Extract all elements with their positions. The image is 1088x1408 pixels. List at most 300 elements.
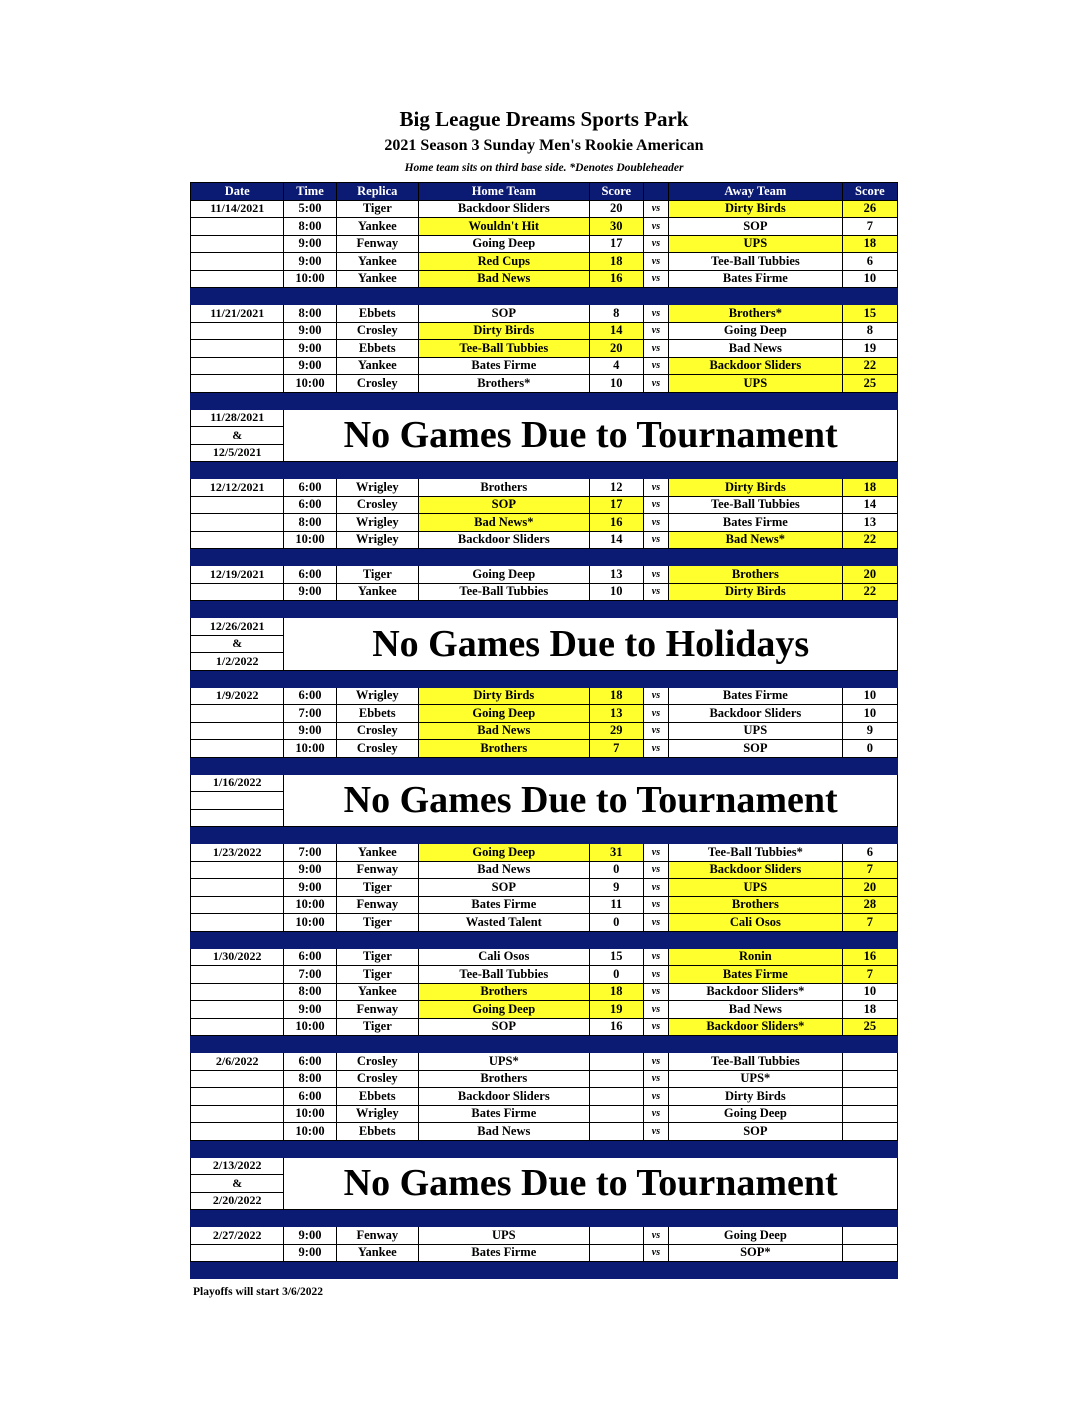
home-team: SOP	[418, 305, 589, 323]
separator-cell	[191, 757, 284, 774]
away-score: 6	[842, 253, 897, 271]
separator-row	[191, 931, 898, 948]
away-team: Dirty Birds	[668, 200, 842, 218]
away-team: UPS	[668, 879, 842, 897]
no-games-date	[191, 809, 284, 827]
separator-cell	[284, 601, 336, 618]
game-date	[191, 983, 284, 1001]
game-replica: Fenway	[336, 861, 418, 879]
game-replica: Crosley	[336, 740, 418, 758]
home-score: 16	[589, 270, 643, 288]
home-score: 0	[589, 966, 643, 984]
home-score: 18	[589, 983, 643, 1001]
away-score: 8	[842, 322, 897, 340]
no-games-date: &	[191, 1175, 284, 1193]
separator-cell	[336, 670, 418, 687]
separator-cell	[589, 392, 643, 409]
game-time: 6:00	[284, 1088, 336, 1106]
game-time: 8:00	[284, 514, 336, 532]
game-row	[191, 305, 898, 323]
game-time: 10:00	[284, 914, 336, 932]
home-score: 10	[589, 375, 643, 393]
schedule-table	[190, 182, 898, 1279]
separator-cell	[191, 670, 284, 687]
separator-cell	[668, 288, 842, 305]
separator-cell	[589, 288, 643, 305]
vs-label: vs	[643, 966, 668, 984]
separator-cell	[643, 392, 668, 409]
separator-row	[191, 549, 898, 566]
vs-label: vs	[643, 357, 668, 375]
no-games-row	[191, 774, 898, 792]
separator-cell	[643, 288, 668, 305]
away-team: UPS	[668, 235, 842, 253]
home-score: 14	[589, 322, 643, 340]
game-time: 10:00	[284, 375, 336, 393]
separator-cell	[842, 931, 897, 948]
game-time: 6:00	[284, 566, 336, 584]
game-replica: Yankee	[336, 270, 418, 288]
game-row	[191, 1105, 898, 1123]
page-subtitle: 2021 Season 3 Sunday Men's Rookie American	[384, 137, 704, 154]
vs-label: vs	[643, 305, 668, 323]
home-team: Brothers	[418, 1070, 589, 1088]
separator-cell	[589, 670, 643, 687]
game-time: 9:00	[284, 1244, 336, 1262]
col-away-score: Score	[842, 183, 897, 201]
away-score	[842, 1088, 897, 1106]
game-date	[191, 270, 284, 288]
away-team: Backdoor Sliders*	[668, 983, 842, 1001]
away-team: SOP*	[668, 1244, 842, 1262]
away-team: Tee-Ball Tubbies*	[668, 844, 842, 862]
game-replica: Yankee	[336, 844, 418, 862]
away-team: Backdoor Sliders	[668, 705, 842, 723]
game-replica: Wrigley	[336, 687, 418, 705]
separator-cell	[589, 1210, 643, 1227]
game-row	[191, 722, 898, 740]
game-time: 9:00	[284, 722, 336, 740]
game-replica: Crosley	[336, 322, 418, 340]
away-score: 26	[842, 200, 897, 218]
home-team: Going Deep	[418, 705, 589, 723]
game-date	[191, 966, 284, 984]
game-time: 9:00	[284, 322, 336, 340]
home-team: Bad News*	[418, 514, 589, 532]
home-score: 14	[589, 531, 643, 549]
game-date: 2/6/2022	[191, 1053, 284, 1071]
game-row	[191, 687, 898, 705]
game-date	[191, 740, 284, 758]
separator-cell	[668, 1262, 842, 1279]
away-team: UPS	[668, 375, 842, 393]
game-date: 1/23/2022	[191, 844, 284, 862]
home-team: Bates Firme	[418, 1105, 589, 1123]
no-games-date: 11/28/2021	[191, 409, 284, 427]
separator-cell	[842, 549, 897, 566]
away-team: Tee-Ball Tubbies	[668, 1053, 842, 1071]
game-replica: Tiger	[336, 200, 418, 218]
home-score: 0	[589, 914, 643, 932]
game-replica: Crosley	[336, 375, 418, 393]
footer-note: Playoffs will start 3/6/2022	[193, 1286, 323, 1298]
home-team: SOP	[418, 1018, 589, 1036]
game-replica: Fenway	[336, 896, 418, 914]
game-date: 11/14/2021	[191, 200, 284, 218]
game-row	[191, 253, 898, 271]
home-team: Going Deep	[418, 235, 589, 253]
home-team: Bad News	[418, 722, 589, 740]
away-team: Bates Firme	[668, 687, 842, 705]
game-replica: Tiger	[336, 914, 418, 932]
home-score	[589, 1070, 643, 1088]
game-replica: Ebbets	[336, 705, 418, 723]
col-home-team: Home Team	[418, 183, 589, 201]
vs-label: vs	[643, 948, 668, 966]
vs-label: vs	[643, 253, 668, 271]
home-score	[589, 1227, 643, 1245]
separator-cell	[336, 757, 418, 774]
separator-cell	[589, 757, 643, 774]
game-replica: Ebbets	[336, 1123, 418, 1141]
away-team: Bad News	[668, 1001, 842, 1019]
game-time: 6:00	[284, 1053, 336, 1071]
game-date	[191, 914, 284, 932]
away-score: 9	[842, 722, 897, 740]
game-date	[191, 340, 284, 358]
game-date	[191, 357, 284, 375]
separator-cell	[336, 1262, 418, 1279]
away-team: Backdoor Sliders	[668, 861, 842, 879]
separator-cell	[668, 757, 842, 774]
game-date	[191, 514, 284, 532]
column-header-row	[191, 183, 898, 201]
separator-cell	[668, 827, 842, 844]
game-time: 8:00	[284, 983, 336, 1001]
home-score: 0	[589, 861, 643, 879]
game-time: 10:00	[284, 531, 336, 549]
vs-label: vs	[643, 1227, 668, 1245]
game-row	[191, 322, 898, 340]
separator-cell	[191, 288, 284, 305]
separator-cell	[284, 1036, 336, 1053]
game-row	[191, 583, 898, 601]
game-time: 7:00	[284, 844, 336, 862]
game-replica: Tiger	[336, 966, 418, 984]
separator-cell	[191, 601, 284, 618]
away-score	[842, 1105, 897, 1123]
home-team: Red Cups	[418, 253, 589, 271]
separator-cell	[191, 549, 284, 566]
separator-cell	[336, 288, 418, 305]
vs-label: vs	[643, 496, 668, 514]
game-time: 10:00	[284, 1018, 336, 1036]
no-games-date	[191, 792, 284, 810]
home-score: 29	[589, 722, 643, 740]
separator-cell	[418, 601, 589, 618]
game-date	[191, 1070, 284, 1088]
col-date: Date	[191, 183, 284, 201]
home-team: Going Deep	[418, 844, 589, 862]
separator-cell	[418, 670, 589, 687]
no-games-row	[191, 1157, 898, 1175]
separator-cell	[418, 757, 589, 774]
separator-cell	[284, 392, 336, 409]
separator-cell	[418, 1210, 589, 1227]
away-team: Bates Firme	[668, 966, 842, 984]
away-team: Going Deep	[668, 1105, 842, 1123]
home-score: 31	[589, 844, 643, 862]
game-time: 9:00	[284, 861, 336, 879]
separator-cell	[191, 1210, 284, 1227]
away-score: 28	[842, 896, 897, 914]
game-date	[191, 705, 284, 723]
away-score	[842, 1244, 897, 1262]
away-team: Tee-Ball Tubbies	[668, 496, 842, 514]
separator-cell	[418, 931, 589, 948]
home-team: Cali Osos	[418, 948, 589, 966]
home-score: 11	[589, 896, 643, 914]
vs-label: vs	[643, 844, 668, 862]
away-team: Backdoor Sliders	[668, 357, 842, 375]
separator-cell	[842, 827, 897, 844]
game-row	[191, 861, 898, 879]
vs-label: vs	[643, 1105, 668, 1123]
away-team: UPS	[668, 722, 842, 740]
vs-label: vs	[643, 1070, 668, 1088]
separator-cell	[643, 601, 668, 618]
separator-cell	[589, 931, 643, 948]
separator-cell	[284, 757, 336, 774]
home-team: Wasted Talent	[418, 914, 589, 932]
game-time: 8:00	[284, 305, 336, 323]
separator-cell	[191, 827, 284, 844]
game-row	[191, 1070, 898, 1088]
game-date	[191, 531, 284, 549]
home-team: Brothers	[418, 740, 589, 758]
separator-cell	[842, 1210, 897, 1227]
game-replica: Fenway	[336, 1001, 418, 1019]
away-score	[842, 1123, 897, 1141]
separator-cell	[191, 1140, 284, 1157]
game-time: 10:00	[284, 740, 336, 758]
no-games-date: 1/2/2022	[191, 653, 284, 671]
game-replica: Yankee	[336, 1244, 418, 1262]
game-row	[191, 235, 898, 253]
separator-cell	[284, 1262, 336, 1279]
separator-cell	[418, 1262, 589, 1279]
separator-cell	[191, 931, 284, 948]
game-time: 9:00	[284, 340, 336, 358]
game-row	[191, 879, 898, 897]
separator-cell	[643, 1262, 668, 1279]
game-time: 9:00	[284, 1001, 336, 1019]
game-row	[191, 844, 898, 862]
separator-row	[191, 462, 898, 479]
game-date	[191, 496, 284, 514]
game-replica: Yankee	[336, 357, 418, 375]
separator-row	[191, 1262, 898, 1279]
col-vs	[643, 183, 668, 201]
home-team: Dirty Birds	[418, 322, 589, 340]
separator-row	[191, 1210, 898, 1227]
separator-cell	[284, 288, 336, 305]
home-score: 9	[589, 879, 643, 897]
home-score: 19	[589, 1001, 643, 1019]
separator-cell	[418, 1036, 589, 1053]
game-replica: Tiger	[336, 1018, 418, 1036]
game-date	[191, 1105, 284, 1123]
away-score: 18	[842, 1001, 897, 1019]
away-score: 6	[842, 844, 897, 862]
header-note: Home team sits on third base side. *Denotes Doubleheader	[404, 162, 684, 174]
home-score: 20	[589, 340, 643, 358]
away-score: 20	[842, 566, 897, 584]
away-team: Tee-Ball Tubbies	[668, 253, 842, 271]
home-team: Brothers*	[418, 375, 589, 393]
separator-cell	[418, 827, 589, 844]
away-team: Dirty Birds	[668, 583, 842, 601]
away-team: Ronin	[668, 948, 842, 966]
no-games-message: No Games Due to Tournament	[284, 1157, 898, 1210]
separator-cell	[418, 392, 589, 409]
separator-cell	[643, 931, 668, 948]
game-replica: Tiger	[336, 566, 418, 584]
vs-label: vs	[643, 722, 668, 740]
separator-cell	[336, 601, 418, 618]
game-time: 6:00	[284, 948, 336, 966]
game-row	[191, 566, 898, 584]
separator-cell	[284, 827, 336, 844]
game-date	[191, 722, 284, 740]
game-time: 7:00	[284, 705, 336, 723]
separator-row	[191, 757, 898, 774]
no-games-date: 12/26/2021	[191, 618, 284, 636]
home-team: Going Deep	[418, 1001, 589, 1019]
home-team: Backdoor Sliders	[418, 200, 589, 218]
separator-cell	[668, 601, 842, 618]
away-score: 7	[842, 861, 897, 879]
home-score: 7	[589, 740, 643, 758]
home-score: 15	[589, 948, 643, 966]
game-date	[191, 583, 284, 601]
game-row	[191, 270, 898, 288]
separator-cell	[336, 1210, 418, 1227]
game-row	[191, 531, 898, 549]
game-replica: Crosley	[336, 496, 418, 514]
home-score: 17	[589, 496, 643, 514]
separator-cell	[418, 462, 589, 479]
away-score: 18	[842, 479, 897, 497]
no-games-date: 1/16/2022	[191, 774, 284, 792]
game-time: 9:00	[284, 879, 336, 897]
away-score: 25	[842, 375, 897, 393]
game-row	[191, 479, 898, 497]
separator-cell	[284, 670, 336, 687]
game-row	[191, 705, 898, 723]
separator-cell	[284, 462, 336, 479]
away-score: 13	[842, 514, 897, 532]
game-replica: Crosley	[336, 722, 418, 740]
game-time: 10:00	[284, 1123, 336, 1141]
separator-cell	[643, 827, 668, 844]
separator-cell	[336, 549, 418, 566]
game-date	[191, 1088, 284, 1106]
game-replica: Wrigley	[336, 531, 418, 549]
away-team: Brothers	[668, 896, 842, 914]
home-score	[589, 1088, 643, 1106]
game-replica: Wrigley	[336, 514, 418, 532]
game-date	[191, 322, 284, 340]
separator-cell	[589, 1036, 643, 1053]
separator-row	[191, 827, 898, 844]
vs-label: vs	[643, 740, 668, 758]
home-team: Bates Firme	[418, 1244, 589, 1262]
game-time: 10:00	[284, 896, 336, 914]
vs-label: vs	[643, 1088, 668, 1106]
home-score: 16	[589, 1018, 643, 1036]
game-time: 7:00	[284, 966, 336, 984]
away-score: 25	[842, 1018, 897, 1036]
separator-cell	[842, 288, 897, 305]
vs-label: vs	[643, 914, 668, 932]
game-replica: Fenway	[336, 1227, 418, 1245]
away-score: 20	[842, 879, 897, 897]
vs-label: vs	[643, 687, 668, 705]
game-replica: Ebbets	[336, 305, 418, 323]
game-replica: Ebbets	[336, 1088, 418, 1106]
no-games-row	[191, 409, 898, 427]
vs-label: vs	[643, 1053, 668, 1071]
no-games-date: &	[191, 427, 284, 445]
separator-cell	[643, 462, 668, 479]
away-score: 7	[842, 966, 897, 984]
game-row	[191, 375, 898, 393]
game-row	[191, 1123, 898, 1141]
game-time: 9:00	[284, 357, 336, 375]
away-score	[842, 1053, 897, 1071]
separator-cell	[284, 549, 336, 566]
game-row	[191, 1088, 898, 1106]
home-score: 8	[589, 305, 643, 323]
game-row	[191, 914, 898, 932]
vs-label: vs	[643, 200, 668, 218]
separator-cell	[589, 827, 643, 844]
home-score: 16	[589, 514, 643, 532]
home-team: UPS*	[418, 1053, 589, 1071]
game-row	[191, 218, 898, 236]
separator-cell	[418, 288, 589, 305]
separator-cell	[668, 1140, 842, 1157]
home-team: Bad News	[418, 861, 589, 879]
game-row	[191, 1227, 898, 1245]
separator-cell	[418, 549, 589, 566]
game-replica: Yankee	[336, 983, 418, 1001]
vs-label: vs	[643, 218, 668, 236]
separator-cell	[336, 1036, 418, 1053]
home-team: Dirty Birds	[418, 687, 589, 705]
away-team: Backdoor Sliders*	[668, 1018, 842, 1036]
away-team: Going Deep	[668, 1227, 842, 1245]
home-team: Wouldn't Hit	[418, 218, 589, 236]
away-score: 0	[842, 740, 897, 758]
game-row	[191, 340, 898, 358]
separator-cell	[589, 462, 643, 479]
game-time: 6:00	[284, 496, 336, 514]
separator-cell	[336, 1140, 418, 1157]
vs-label: vs	[643, 270, 668, 288]
away-team: Going Deep	[668, 322, 842, 340]
